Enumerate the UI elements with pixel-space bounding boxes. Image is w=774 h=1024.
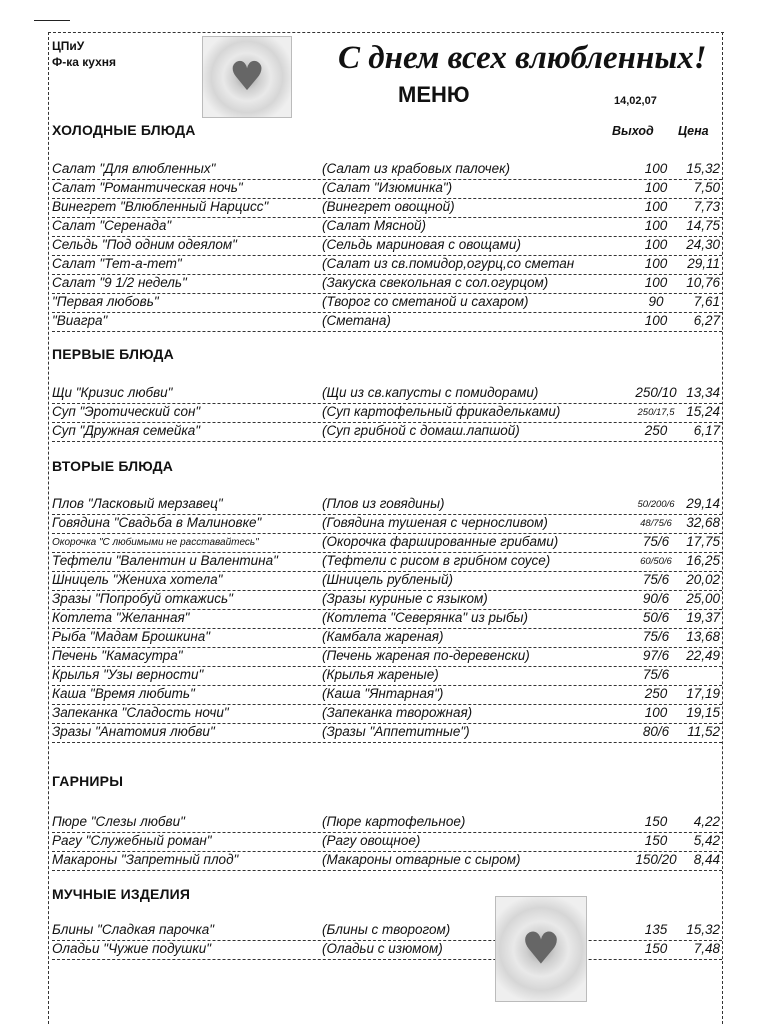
heart-image bbox=[202, 36, 292, 118]
dish-description: (Оладьи с изюмом) bbox=[322, 941, 443, 956]
corner-mark bbox=[34, 20, 70, 21]
dish-description: (Салат Мясной) bbox=[322, 218, 427, 233]
dish-description: (Закуска свекольная с сол.огурцом) bbox=[322, 275, 549, 290]
dish-output: 75/6 bbox=[642, 629, 670, 644]
dish-name: Сельдь "Под одним одеялом" bbox=[52, 237, 237, 252]
dish-output: 100 bbox=[644, 275, 668, 290]
dish-output: 250/10 bbox=[635, 385, 677, 400]
menu-row bbox=[52, 384, 722, 404]
dish-output: 100 bbox=[644, 180, 668, 195]
menu-row bbox=[52, 198, 722, 218]
dish-description: (Винегрет овощной) bbox=[322, 199, 455, 214]
menu-row bbox=[52, 609, 722, 629]
dish-price: 8,44 bbox=[693, 852, 720, 867]
dish-output: 75/6 bbox=[642, 534, 670, 549]
menu-row bbox=[52, 312, 722, 332]
dish-description: (Салат из крабовых палочек) bbox=[322, 161, 511, 176]
menu-row bbox=[52, 704, 722, 724]
heart-icon: ♥ bbox=[229, 54, 265, 100]
menu-row bbox=[52, 628, 722, 648]
column-header-price: Цена bbox=[678, 124, 709, 138]
menu-row bbox=[52, 533, 722, 553]
heart-icon: ♥ bbox=[521, 923, 561, 975]
org-name: ЦПиУ bbox=[52, 39, 85, 53]
dish-name: Рыба "Мадам Брошкина" bbox=[52, 629, 211, 644]
menu-row bbox=[52, 940, 722, 960]
dish-price: 20,02 bbox=[686, 572, 720, 587]
dish-price: 15,32 bbox=[686, 922, 720, 937]
dish-name: Печень "Камасутра" bbox=[52, 648, 183, 663]
dish-output: 90 bbox=[648, 294, 664, 309]
dish-name: Оладьи "Чужие подушки" bbox=[52, 941, 212, 956]
menu-row bbox=[52, 217, 722, 237]
dish-output: 100 bbox=[644, 161, 668, 176]
dish-name: Окорочка "С любимыми не расставайтесь" bbox=[52, 537, 259, 548]
dish-price: 32,68 bbox=[686, 515, 720, 530]
dish-price: 4,22 bbox=[693, 814, 720, 829]
dish-price: 19,15 bbox=[686, 705, 720, 720]
menu-row bbox=[52, 179, 722, 199]
dish-output: 250/17,5 bbox=[637, 407, 675, 418]
dish-output: 100 bbox=[644, 256, 668, 271]
dish-description: (Крылья жареные) bbox=[322, 667, 439, 682]
dish-description: (Суп картофельный фрикадельками) bbox=[322, 404, 561, 419]
menu-row bbox=[52, 495, 722, 515]
section-title-first: ПЕРВЫЕ БЛЮДА bbox=[52, 346, 174, 362]
dish-price: 15,32 bbox=[686, 161, 720, 176]
menu-row bbox=[52, 921, 722, 941]
menu-date: 14,02,07 bbox=[614, 95, 657, 107]
dish-description: (Суп грибной с домаш.лапшой) bbox=[322, 423, 520, 438]
dish-description: (Блины с творогом) bbox=[322, 922, 451, 937]
dish-description: (Творог со сметаной и сахаром) bbox=[322, 294, 529, 309]
dish-name: Винегрет "Влюбленный Нарцисс" bbox=[52, 199, 269, 214]
dish-description: (Зразы "Аппетитные") bbox=[322, 724, 470, 739]
dish-price: 7,48 bbox=[693, 941, 720, 956]
dish-output: 50/200/6 bbox=[637, 499, 675, 510]
dish-output: 100 bbox=[644, 218, 668, 233]
menu-row bbox=[52, 274, 722, 294]
dish-name: Суп "Дружная семейка" bbox=[52, 423, 201, 438]
menu-row bbox=[52, 685, 722, 705]
dish-price: 17,19 bbox=[686, 686, 720, 701]
menu-row bbox=[52, 160, 722, 180]
section-title-cold: ХОЛОДНЫЕ БЛЮДА bbox=[52, 122, 196, 138]
dish-price: 24,30 bbox=[686, 237, 720, 252]
dish-price: 11,52 bbox=[687, 724, 720, 739]
dish-description: (Сельдь мариновая с овощами) bbox=[322, 237, 521, 252]
frame-border-top bbox=[48, 32, 724, 33]
dish-output: 97/6 bbox=[642, 648, 670, 663]
menu-row bbox=[52, 647, 722, 667]
dish-name: Тефтели "Валентин и Валентина" bbox=[52, 553, 278, 568]
dish-output: 150 bbox=[644, 833, 668, 848]
dish-output: 80/6 bbox=[642, 724, 670, 739]
dish-output: 48/75/6 bbox=[640, 518, 672, 529]
dish-description: (Макароны отварные с сыром) bbox=[322, 852, 521, 867]
dish-output: 100 bbox=[644, 705, 668, 720]
dish-name: Шницель "Жениха хотела" bbox=[52, 572, 223, 587]
dish-output: 150 bbox=[644, 814, 668, 829]
dish-description: (Тефтели с рисом в грибном соусе) bbox=[322, 553, 551, 568]
dish-name: "Виагра" bbox=[52, 313, 108, 328]
dish-output: 100 bbox=[644, 313, 668, 328]
dish-name: Рагу "Служебный роман" bbox=[52, 833, 212, 848]
frame-border-right bbox=[722, 32, 723, 1024]
dish-price: 25,00 bbox=[686, 591, 720, 606]
dish-price: 16,25 bbox=[686, 553, 720, 568]
section-title-flour: МУЧНЫЕ ИЗДЕЛИЯ bbox=[52, 886, 191, 902]
dish-name: Говядина "Свадьба в Малиновке" bbox=[52, 515, 262, 530]
menu-row bbox=[52, 422, 722, 442]
heart-image bbox=[495, 896, 587, 1002]
dish-description: (Щи из св.капусты с помидорами) bbox=[322, 385, 539, 400]
menu-row bbox=[52, 590, 722, 610]
dish-output: 150 bbox=[644, 941, 668, 956]
dish-name: Салат "Серенада" bbox=[52, 218, 172, 233]
dish-output: 135 bbox=[644, 922, 668, 937]
dish-name: Зразы "Попробуй откажись" bbox=[52, 591, 233, 606]
dish-name: Котлета "Желанная" bbox=[52, 610, 190, 625]
dish-name: Крылья "Узы верности" bbox=[52, 667, 204, 682]
dish-description: (Котлета "Северянка" из рыбы) bbox=[322, 610, 528, 625]
dish-name: Пюре "Слезы любви" bbox=[52, 814, 185, 829]
dish-price: 22,49 bbox=[686, 648, 720, 663]
menu-row bbox=[52, 571, 722, 591]
dish-description: (Каша "Янтарная") bbox=[322, 686, 444, 701]
dish-description: (Рагу овощное) bbox=[322, 833, 421, 848]
dish-output: 250 bbox=[644, 423, 668, 438]
dish-price: 29,14 bbox=[686, 496, 720, 511]
dish-price: 29,11 bbox=[687, 256, 720, 271]
menu-row bbox=[52, 832, 722, 852]
section-title-main: ВТОРЫЕ БЛЮДА bbox=[52, 458, 174, 474]
dish-price: 6,27 bbox=[693, 313, 720, 328]
dish-output: 150/20 bbox=[635, 852, 677, 867]
menu-row bbox=[52, 552, 722, 572]
menu-row bbox=[52, 293, 722, 313]
dish-price: 7,61 bbox=[693, 294, 720, 309]
dish-description: (Печень жареная по-деревенски) bbox=[322, 648, 530, 663]
dish-description: (Салат "Изюминка") bbox=[322, 180, 453, 195]
dish-description: (Сметана) bbox=[322, 313, 391, 328]
dish-price: 10,76 bbox=[686, 275, 720, 290]
dish-price: 13,34 bbox=[686, 385, 720, 400]
dish-price: 15,24 bbox=[686, 404, 720, 419]
organization-block bbox=[52, 38, 116, 70]
dish-price: 6,17 bbox=[693, 423, 720, 438]
menu-row bbox=[52, 514, 722, 534]
menu-row bbox=[52, 813, 722, 833]
dish-name: Салат "Для влюбленных" bbox=[52, 161, 216, 176]
dish-output: 100 bbox=[644, 237, 668, 252]
page-title: С днем всех влюбленных! bbox=[338, 40, 707, 76]
dish-name: Макароны "Запретный плод" bbox=[52, 852, 239, 867]
dish-price: 13,68 bbox=[686, 629, 720, 644]
dish-name: Зразы "Анатомия любви" bbox=[52, 724, 215, 739]
dish-output: 75/6 bbox=[642, 572, 670, 587]
menu-row bbox=[52, 723, 722, 743]
dish-name: Салат "Тет-а-тет" bbox=[52, 256, 182, 271]
dish-price: 14,75 bbox=[686, 218, 720, 233]
dish-name: Блины "Сладкая парочка" bbox=[52, 922, 214, 937]
dish-price: 7,50 bbox=[693, 180, 720, 195]
dish-name: "Первая любовь" bbox=[52, 294, 159, 309]
menu-heading: МЕНЮ bbox=[398, 82, 470, 107]
menu-row bbox=[52, 255, 722, 275]
dish-output: 75/6 bbox=[642, 667, 670, 682]
dish-output: 60/50/6 bbox=[640, 556, 672, 567]
dish-description: (Шницель рубленый) bbox=[322, 572, 453, 587]
menu-row bbox=[52, 403, 722, 423]
menu-row bbox=[52, 236, 722, 256]
dish-description: (Зразы куриные с языком) bbox=[322, 591, 488, 606]
dish-description: (Окорочка фаршированные грибами) bbox=[322, 534, 559, 549]
frame-border-left bbox=[48, 32, 49, 1024]
section-title-garnish: ГАРНИРЫ bbox=[52, 773, 124, 789]
menu-row bbox=[52, 666, 722, 686]
dish-description: (Запеканка творожная) bbox=[322, 705, 473, 720]
dish-description: (Камбала жареная) bbox=[322, 629, 444, 644]
dish-output: 250 bbox=[644, 686, 668, 701]
dish-description: (Плов из говядины) bbox=[322, 496, 445, 511]
dish-price: 7,73 bbox=[693, 199, 720, 214]
dish-name: Запеканка "Сладость ночи" bbox=[52, 705, 229, 720]
dish-description: (Пюре картофельное) bbox=[322, 814, 466, 829]
dish-description: (Салат из св.помидор,огурц,со сметан bbox=[322, 256, 575, 271]
dish-description: (Говядина тушеная с черносливом) bbox=[322, 515, 548, 530]
dish-price: 19,37 bbox=[686, 610, 720, 625]
dish-output: 100 bbox=[644, 199, 668, 214]
dish-name: Салат "9 1/2 недель" bbox=[52, 275, 187, 290]
org-department: Ф-ка кухня bbox=[52, 55, 117, 69]
dish-name: Плов "Ласковый мерзавец" bbox=[52, 496, 223, 511]
column-header-output: Выход bbox=[612, 124, 654, 138]
dish-name: Каша "Время любить" bbox=[52, 686, 195, 701]
dish-name: Суп "Эротический сон" bbox=[52, 404, 201, 419]
dish-output: 90/6 bbox=[642, 591, 670, 606]
dish-price: 17,75 bbox=[686, 534, 720, 549]
menu-row bbox=[52, 851, 722, 871]
dish-name: Щи "Кризис любви" bbox=[52, 385, 173, 400]
dish-output: 50/6 bbox=[642, 610, 670, 625]
dish-name: Салат "Романтическая ночь" bbox=[52, 180, 243, 195]
dish-price: 5,42 bbox=[693, 833, 720, 848]
